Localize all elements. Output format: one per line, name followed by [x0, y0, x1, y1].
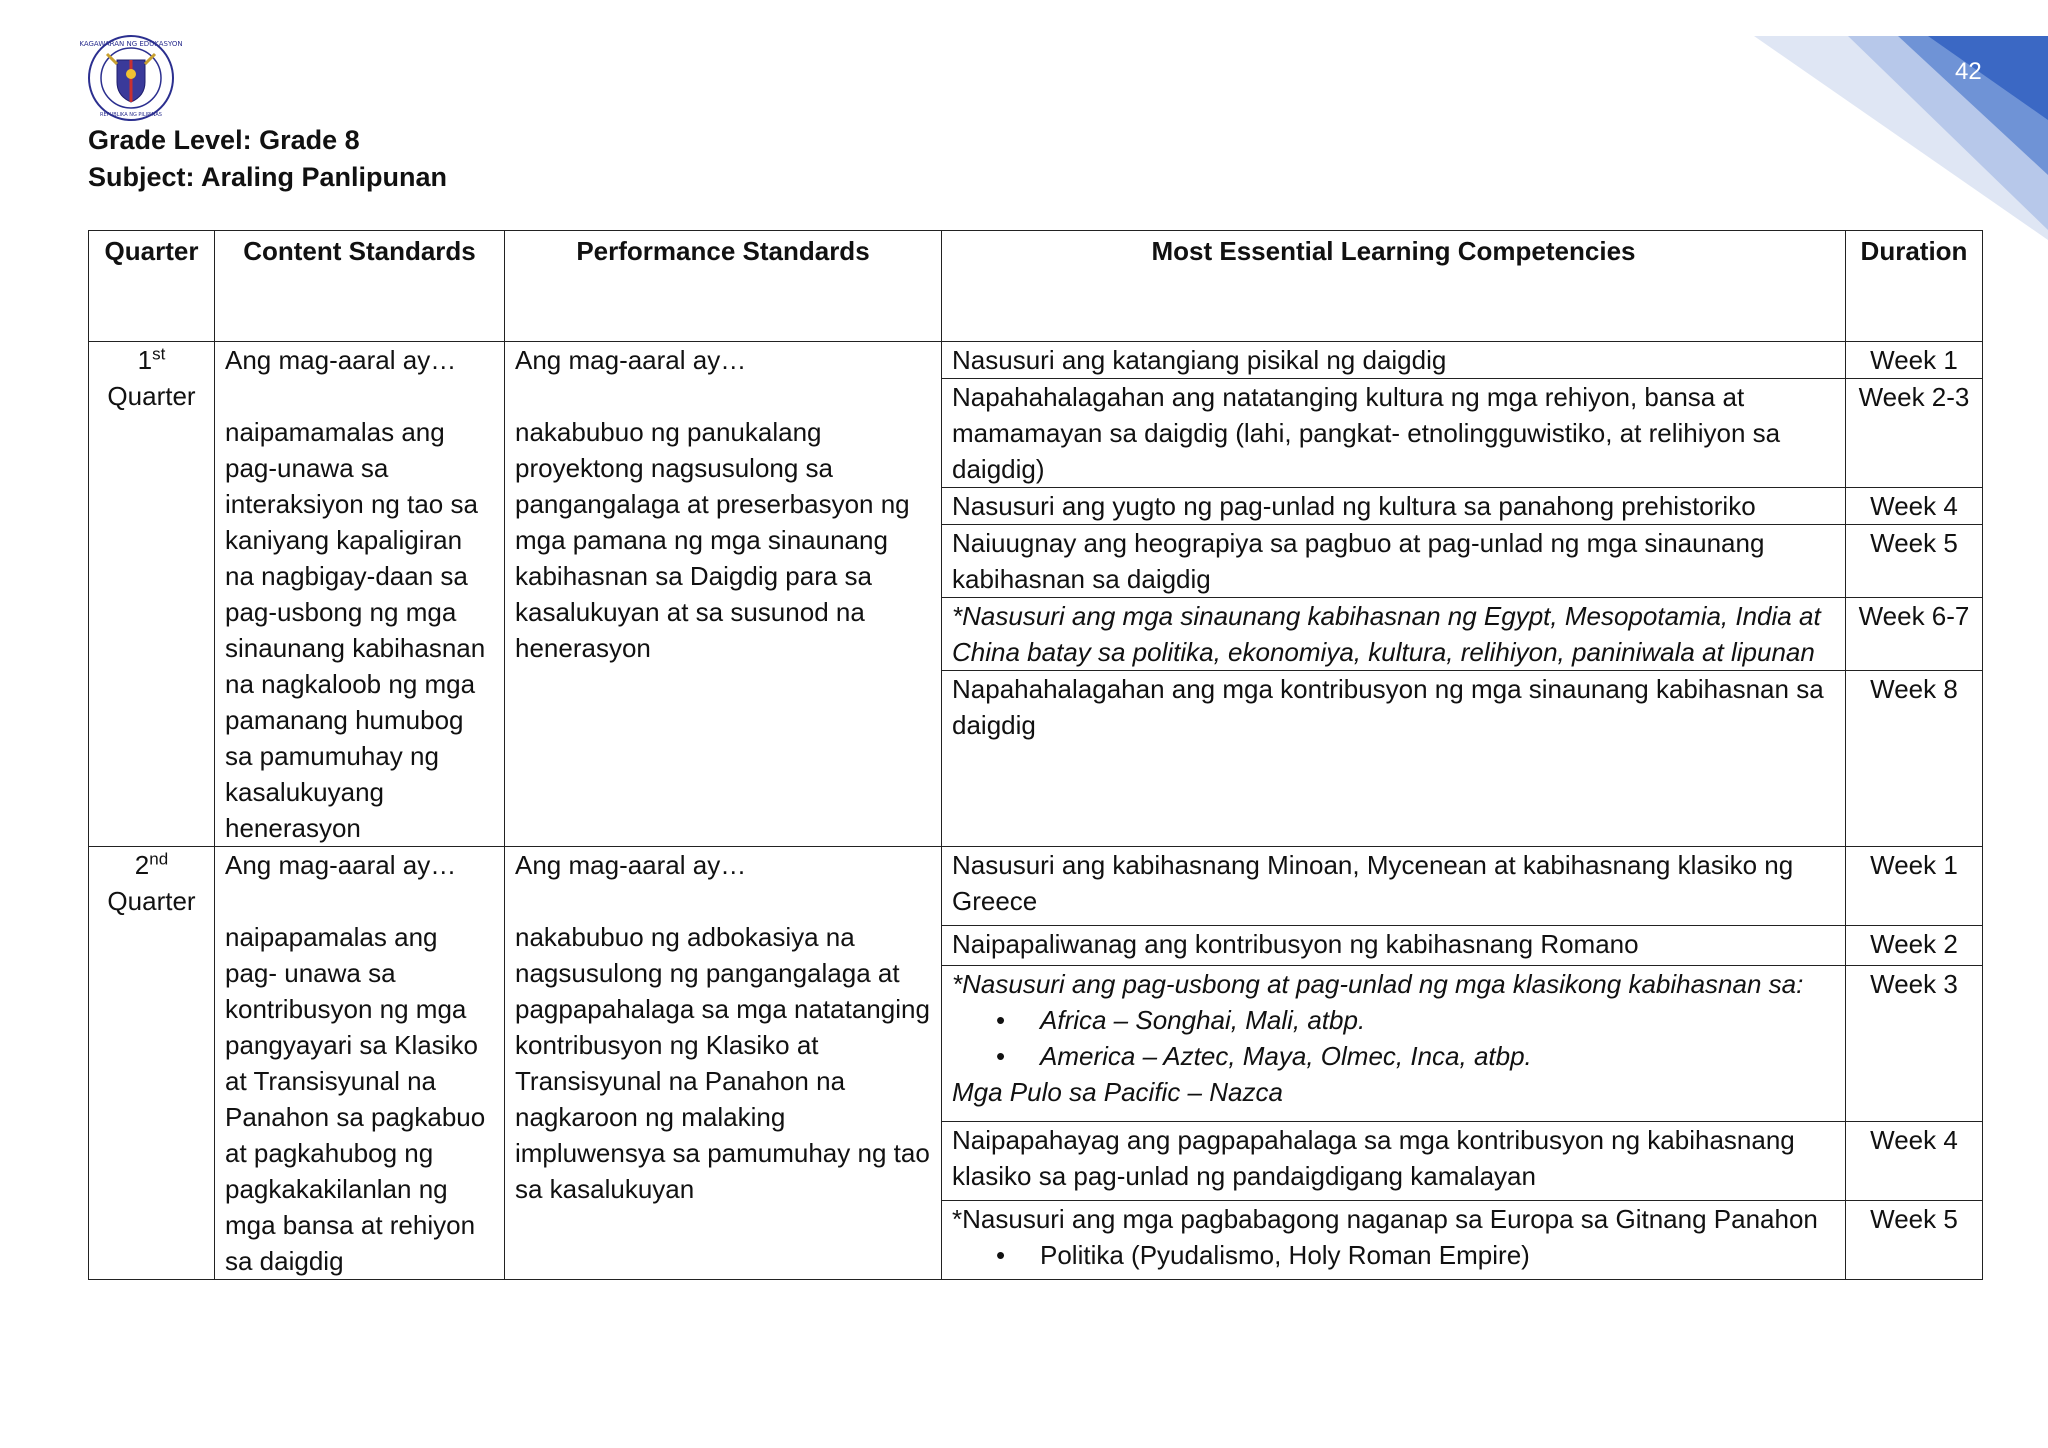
list-item: • America – Aztec, Maya, Olmec, Inca, atbp.: [1040, 1038, 1835, 1074]
quarter-cell: 2nd Quarter: [89, 847, 215, 1280]
duration-cell: Week 2: [1846, 925, 1983, 965]
competency-cell: Nasusuri ang kabihasnang Minoan, Mycenean at kabihasnang klasiko ng Greece: [942, 847, 1846, 926]
subject: Subject: Araling Panlipunan: [88, 162, 448, 192]
competency-cell: *Nasusuri ang mga pagbabagong naganap sa Europa sa Gitnang Panahon • Politika (Pyudalismo, Holy Roman Empire): [942, 1201, 1846, 1280]
col-header-quarter: Quarter: [89, 231, 215, 342]
document-header: [88, 122, 447, 196]
table-row: [89, 847, 1983, 926]
content-standards-cell: Ang mag-aaral ay… naipamamalas ang pag-unawa sa interaksiyon ng tao sa kaniyang kapaligiran na nagbigay-daan sa pag-usbong ng mga sinaunang kabihasnan na nagkaloob ng mga pamanang humubog sa pamumuhay ng kasalukuyang henerasyon: [215, 342, 505, 847]
performance-standards-cell: Ang mag-aaral ay… nakabubuo ng adbokasiya na nagsusulong ng pangangalaga at pagpapahalaga sa mga natatanging kontribusyon ng Klasiko at Transisyunal na Panahon na nagkaroon ng malaking impluwensya sa pamumuhay ng tao sa kasalukuyan: [505, 847, 942, 1280]
performance-standards-cell: Ang mag-aaral ay… nakabubuo ng panukalang proyektong nagsusulong sa pangangalaga at preserbasyon ng mga pamana ng mga sinaunang kabihasnan sa Daigdig para sa kasalukuyan at sa susunod na henerasyon: [505, 342, 942, 847]
table-header-row: [89, 231, 1983, 342]
duration-cell: Week 8: [1846, 671, 1983, 847]
content-standards-cell: Ang mag-aaral ay… naipapamalas ang pag- unawa sa kontribusyon ng mga pangyayari sa Klasiko at Transisyunal na Panahon sa pagkabuo at pagkahubog ng pagkakakilanlan ng mga bansa at rehiyon sa daigdig: [215, 847, 505, 1280]
svg-text:KAGAWARAN NG EDUKASYON: KAGAWARAN NG EDUKASYON: [79, 40, 183, 48]
bullet-list: [952, 1237, 1835, 1273]
col-header-performance-standards: Performance Standards: [505, 231, 942, 342]
duration-cell: Week 2-3: [1846, 379, 1983, 488]
competency-cell: Naipapahayag ang pagpapahalaga sa mga kontribusyon ng kabihasnang klasiko sa pag-unlad ng pandaigdigang kamalayan: [942, 1122, 1846, 1201]
col-header-melc: Most Essential Learning Competencies: [942, 231, 1846, 342]
grade-level: Grade Level: Grade 8: [88, 125, 360, 155]
page-number: 42: [1955, 58, 1982, 85]
competency-cell: Napahahalagahan ang mga kontribusyon ng mga sinaunang kabihasnan sa daigdig: [942, 671, 1846, 847]
col-header-content-standards: Content Standards: [215, 231, 505, 342]
duration-cell: Week 4: [1846, 488, 1983, 525]
bullet-list: [952, 1002, 1835, 1074]
svg-text:REPUBLIKA NG PILIPINAS: REPUBLIKA NG PILIPINAS: [100, 112, 162, 118]
competency-cell: *Nasusuri ang pag-usbong at pag-unlad ng mga klasikong kabihasnan sa: • Africa – Songhai, Mali, atbp. • America – Aztec, Maya, Olmec, Inca, atbp. Mga Pulo sa Pacific – Nazca: [942, 965, 1846, 1122]
curriculum-table: [88, 230, 1983, 1280]
duration-cell: Week 3: [1846, 965, 1983, 1122]
list-item: • Africa – Songhai, Mali, atbp.: [1040, 1002, 1835, 1038]
table-row: [89, 342, 1983, 379]
competency-cell: Naiuugnay ang heograpiya sa pagbuo at pag-unlad ng mga sinaunang kabihasnan sa daigdig: [942, 525, 1846, 598]
competency-cell: Naipapaliwanag ang kontribusyon ng kabihasnang Romano: [942, 925, 1846, 965]
competency-cell: Nasusuri ang yugto ng pag-unlad ng kultura sa panahong prehistoriko: [942, 488, 1846, 525]
duration-cell: Week 5: [1846, 525, 1983, 598]
competency-cell: Nasusuri ang katangiang pisikal ng daigdig: [942, 342, 1846, 379]
competency-cell: *Nasusuri ang mga sinaunang kabihasnan ng Egypt, Mesopotamia, India at China batay sa politika, ekonomiya, kultura, relihiyon, paniniwala at lipunan: [942, 598, 1846, 671]
duration-cell: Week 1: [1846, 342, 1983, 379]
corner-decoration: [1728, 0, 2048, 240]
duration-cell: Week 5: [1846, 1201, 1983, 1280]
duration-cell: Week 6-7: [1846, 598, 1983, 671]
duration-cell: Week 4: [1846, 1122, 1983, 1201]
quarter-cell: 1st Quarter: [89, 342, 215, 847]
competency-cell: Napahahalagahan ang natatanging kultura ng mga rehiyon, bansa at mamamayan sa daigdig (lahi, pangkat- etnolingguwistiko, at relihiyon sa daigdig): [942, 379, 1846, 488]
deped-seal-logo: [79, 34, 183, 122]
duration-cell: Week 1: [1846, 847, 1983, 926]
list-item: • Politika (Pyudalismo, Holy Roman Empire): [1040, 1237, 1835, 1273]
col-header-duration: Duration: [1846, 231, 1983, 342]
